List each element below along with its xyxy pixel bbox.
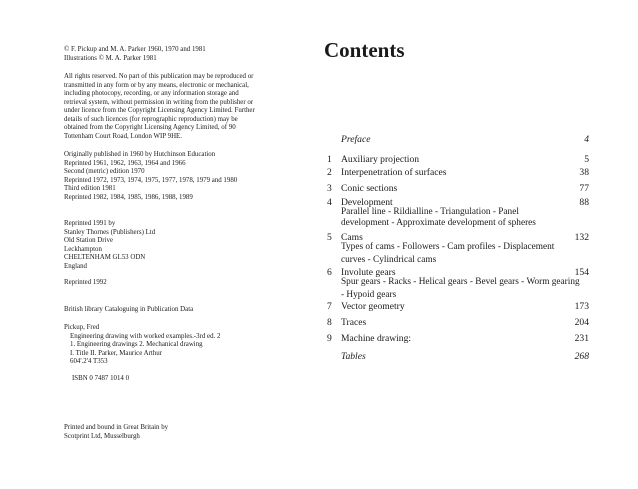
cip-line: Pickup, Fred: [64, 324, 100, 331]
publisher-line: Old Station Drive: [64, 237, 113, 244]
publisher-block: [64, 220, 292, 271]
toc-entry-number: 9: [327, 333, 332, 344]
copyright-line: © F. Pickup and M. A. Parker 1960, 1970 and 1981: [64, 46, 206, 53]
rights-line: retrieval system, without permission in writing from the publisher or: [64, 98, 254, 106]
toc-entry-subtopics: - Hypoid gears: [341, 290, 397, 300]
toc-entry-page: 204: [574, 317, 589, 328]
toc-entry-title: Machine drawing:: [341, 333, 412, 344]
toc-entry-title: Preface: [341, 134, 371, 145]
toc-entry-title: Involute gears: [341, 267, 396, 278]
copyright-page: [64, 46, 292, 383]
history-line: Reprinted 1972, 1973, 1974, 1975, 1977, 1978, 1979 and 1980: [64, 176, 238, 184]
rights-block: [64, 73, 292, 141]
toc-entry-page: 268: [574, 351, 589, 362]
history-line: Reprinted 1961, 1962, 1963, 1964 and 1966: [64, 159, 186, 167]
rights-line: transmitted in any form or by any means, electronic or mechanical,: [64, 81, 249, 89]
toc-entry-page: 4: [584, 134, 589, 145]
toc-entry-page: 231: [574, 333, 589, 344]
rights-line: including photocopy, recording, or any information storage and: [64, 90, 239, 97]
history-line: Second (metric) edition 1970: [64, 168, 145, 175]
rights-line: obtained from the Copyright Licensing Agency Limited, of 90: [64, 124, 236, 131]
rights-line: All rights reserved. No part of this publication may be reproduced or: [64, 73, 254, 80]
toc-entry-title: Conic sections: [341, 183, 398, 194]
toc-entry-subtopics: development - Approximate development of spheres: [341, 218, 536, 228]
toc-entry-page: 77: [579, 183, 589, 194]
toc-entry-title: Tables: [341, 351, 366, 362]
copyright-line: Illustrations © M. A. Parker 1981: [64, 54, 157, 62]
publisher-line: England: [64, 262, 87, 270]
rights-line: under licence from the Copyright Licensing Agency Limited. Further: [64, 107, 255, 114]
toc-entry-title: Interpenetration of surfaces: [341, 167, 447, 178]
toc-entry-number: 3: [327, 183, 332, 194]
cip-heading: British library Cataloguing in Publication Data: [64, 305, 194, 313]
copyright-block: [64, 46, 292, 63]
history-block: [64, 151, 292, 202]
toc-entry-page: 173: [574, 301, 589, 312]
toc-entry-number: 6: [327, 267, 332, 278]
toc-entry-number: 1: [327, 154, 332, 165]
toc-entry-number: 8: [327, 317, 332, 328]
toc-entry-page: 88: [579, 197, 589, 208]
toc-entry-title: Vector geometry: [341, 301, 405, 312]
toc-entry-title: Development: [341, 197, 393, 208]
history-line: Reprinted 1982, 1984, 1985, 1986, 1988, 1989: [64, 193, 193, 201]
toc-entry-title: Traces: [341, 317, 367, 328]
toc-entry-page: 5: [584, 154, 589, 165]
rights-line: Tottenham Court Road, London WIP 9HE.: [64, 132, 182, 140]
isbn: ISBN 0 7487 1014 0: [72, 374, 130, 382]
toc-entry-subtopics: Parallel line - Rildialline - Triangulation - Panel: [341, 207, 519, 217]
toc-entry-subtopics: Types of cams - Followers - Cam profiles - Displacement: [341, 242, 555, 252]
contents-heading: Contents: [324, 38, 405, 62]
cip-line: I. Title II. Parker, Maurice Arthur: [70, 349, 162, 357]
toc-entry-number: 5: [327, 232, 332, 243]
toc-entry-subtopics: curves - Cylindrical cams: [341, 255, 437, 265]
publisher-line: Leckhampton: [64, 245, 102, 253]
toc-entry-subtopics: Spur gears - Racks - Helical gears - Bevel gears - Worm gearing: [341, 277, 580, 287]
toc-entry-title: Auxiliary projection: [341, 154, 420, 165]
history-line: Originally published in 1960 by Hutchinson Education: [64, 151, 216, 158]
toc-entry-number: 4: [327, 197, 332, 208]
toc-entry-title: Cams: [341, 232, 363, 243]
imprint-line: Scotprint Ltd, Musselburgh: [64, 432, 140, 440]
publisher-line: CHELTENHAM GL53 ODN: [64, 254, 146, 261]
toc-entry-page: 38: [579, 167, 589, 178]
rights-line: details of such licences (for reprographic reproduction) may be: [64, 115, 238, 123]
toc-entry-number: 7: [327, 301, 332, 312]
toc-entry-page: 154: [574, 267, 589, 278]
cip-block: [64, 324, 292, 367]
cip-line: 604'.2'4 T353: [70, 358, 108, 365]
history-line: Third edition 1981: [64, 185, 116, 192]
imprint-line: Printed and bound in Great Britain by: [64, 424, 169, 431]
cip-line: Engineering drawing with worked examples.-3rd ed. 2: [70, 332, 221, 340]
toc-entry-number: 2: [327, 167, 332, 178]
cip-line: 1. Engineering drawings 2. Mechanical drawing: [70, 341, 203, 348]
printer-imprint: [64, 424, 292, 441]
publisher-line: Stanley Thornes (Publishers) Ltd: [64, 228, 156, 236]
toc-entry-page: 132: [574, 232, 589, 243]
publisher-line: Reprinted 1991 by: [64, 220, 116, 227]
reprint-note: Reprinted 1992: [64, 279, 107, 286]
